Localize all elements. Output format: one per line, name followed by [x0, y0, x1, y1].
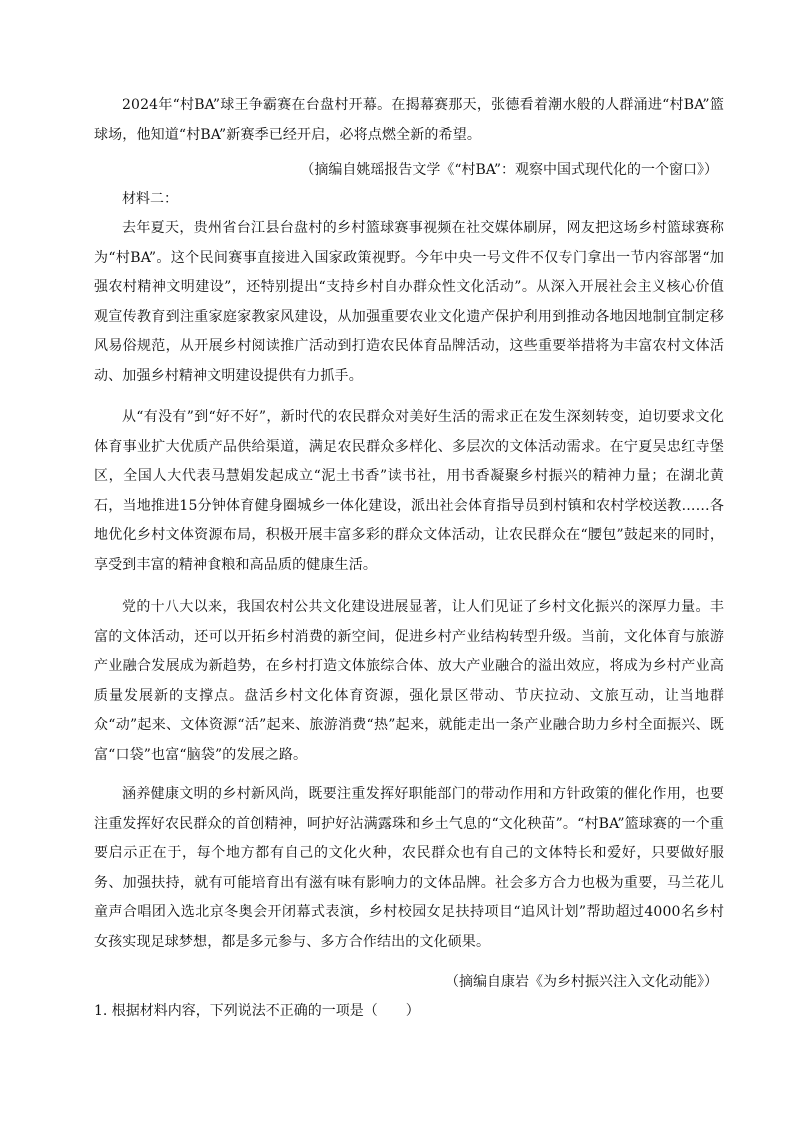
material-2-label: 材料二：	[122, 191, 178, 207]
body-paragraph-4: 涵养健康文明的乡村新风尚，既要注重发挥好职能部门的带动作用和方针政策的催化作用，也要注重发挥好农民群众的首创精神，呵护好沾满露珠和乡土气息的“文化秧苗”。“村BA”篮球赛的一个重要启示正在于，每个地方都有自己的文化火种，农民群众也有自己的文体特长和爱好，只要做好服务、加强扶持，就有可能培育出有滋有味有影响力的文体品牌。社会多方合力也极为重要，马兰花儿童声合唱团入选北京冬奥会开闭幕式表演，乡村校园女足扶持项目“追风计划”帮助超过4000名乡村女孩实现足球梦想，都是多元参与、多方合作结出的文化硕果。	[94, 786, 724, 950]
source-citation-2: （摘编自康岩《为乡村振兴注入文化动能》）	[445, 974, 718, 990]
body-paragraph-1: 去年夏天，贵州省台江县台盘村的乡村篮球赛事视频在社交媒体刷屏，网友把这场乡村篮球赛称为“村BA”。这个民间赛事直接进入国家政策视野。今年中央一号文件不仅专门拿出一节内容部署“加强农村精神文明建设”，还特别提出“支持乡村自办群众性文化活动”。从深入开展社会主义核心价值观宣传教育到注重家庭家教家风建设，从加强重要农业文化遗产保护利用到推动各地因地制宜制定移风易俗规范，从开展乡村阅读推广活动到打造农民体育品牌活动，这些重要举措将为丰富农村文体活动、加强乡村精神文明建设提供有力抓手。	[94, 220, 724, 384]
body-paragraph-2: 从“有没有”到“好不好”，新时代的农民群众对美好生活的需求正在发生深刻转变，迫切要求文化体育事业扩大优质产品供给渠道，满足农民群众多样化、多层次的文体活动需求。在宁夏吴忠红寺堡区，全国人大代表马慧娟发起成立“泥土书香”读书社，用书香凝聚乡村振兴的精神力量；在湖北黄石，当地推进15分钟体育健身圈城乡一体化建设，派出社会体育指导员到村镇和农村学校送教……各地优化乡村文体资源布局，积极开展丰富多彩的群众文体活动，让农民群众在“腰包”鼓起来的同时，享受到丰富的精神食粮和高品质的健康生活。	[94, 409, 724, 573]
intro-paragraph: 2024年“村BA”球王争霸赛在台盘村开幕。在揭幕赛那天，张德看着潮水般的人群涌进“村BA”篮球场，他知道“村BA”新赛季已经开启，必将点燃全新的希望。	[94, 97, 724, 143]
question-1: 1. 根据材料内容，下列说法不正确的一项是（ ）	[94, 1003, 420, 1019]
body-paragraph-3: 党的十八大以来，我国农村公共文化建设进展显著，让人们见证了乡村文化振兴的深厚力量。丰富的文体活动，还可以开拓乡村消费的新空间，促进乡村产业结构转型升级。当前，文化体育与旅游产业融合发展成为新趋势，在乡村打造文体旅综合体、放大产业融合的溢出效应，将成为乡村产业高质量发展新的支撑点。盘活乡村文化体育资源，强化景区带动、节庆拉动、文旅互动，让当地群众“动”起来、文体资源“活”起来、旅游消费“热”起来，就能走出一条产业融合助力乡村全面振兴、既富“口袋”也富“脑袋”的发展之路。	[94, 599, 724, 763]
source-citation-1: （摘编自姚瑶报告文学《“村BA”：观察中国式现代化的一个窗口》）	[300, 162, 718, 178]
